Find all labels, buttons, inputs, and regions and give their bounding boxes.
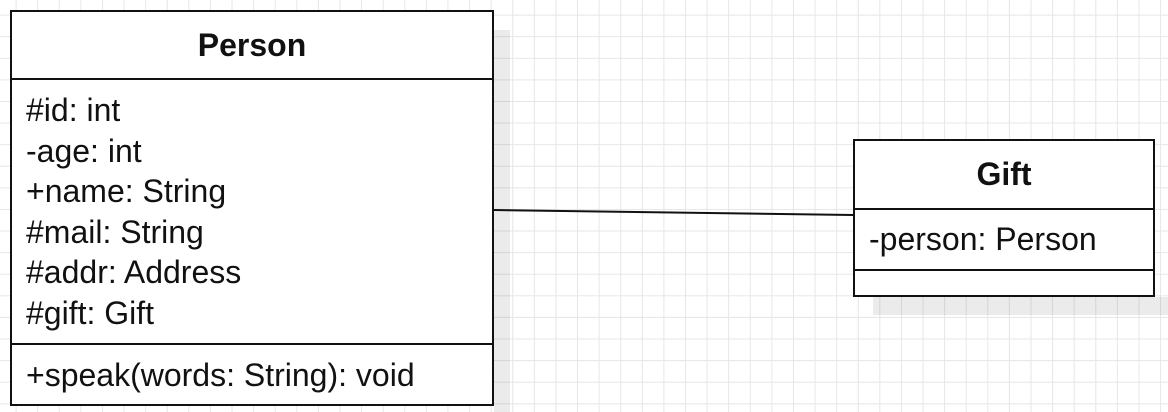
person-attribute[interactable]: -age: int [26, 132, 142, 169]
gift-attributes-section[interactable] [855, 210, 1153, 271]
gift-class[interactable] [853, 139, 1155, 297]
person-attribute[interactable]: #addr: Address [26, 254, 242, 291]
gift-class-header[interactable] [855, 141, 1153, 210]
person-class[interactable] [10, 10, 494, 406]
person-attribute[interactable]: #gift: Gift [26, 294, 155, 331]
person-attribute[interactable]: #id: int [26, 92, 121, 128]
gift-class-name: Gift [976, 156, 1032, 192]
person-class-header[interactable] [12, 12, 492, 80]
gift-methods-section[interactable] [855, 271, 1153, 295]
association-line-person-gift[interactable] [494, 210, 853, 215]
person-methods-section[interactable] [12, 345, 492, 395]
gift-attribute[interactable]: -person: Person [869, 221, 1097, 257]
person-method[interactable]: +speak(words: String): void [26, 357, 415, 393]
person-attribute[interactable]: #mail: String [26, 213, 204, 250]
person-attribute[interactable]: +name: String [26, 173, 227, 210]
person-class-name: Person [197, 26, 307, 63]
person-attributes-section[interactable] [12, 80, 492, 345]
